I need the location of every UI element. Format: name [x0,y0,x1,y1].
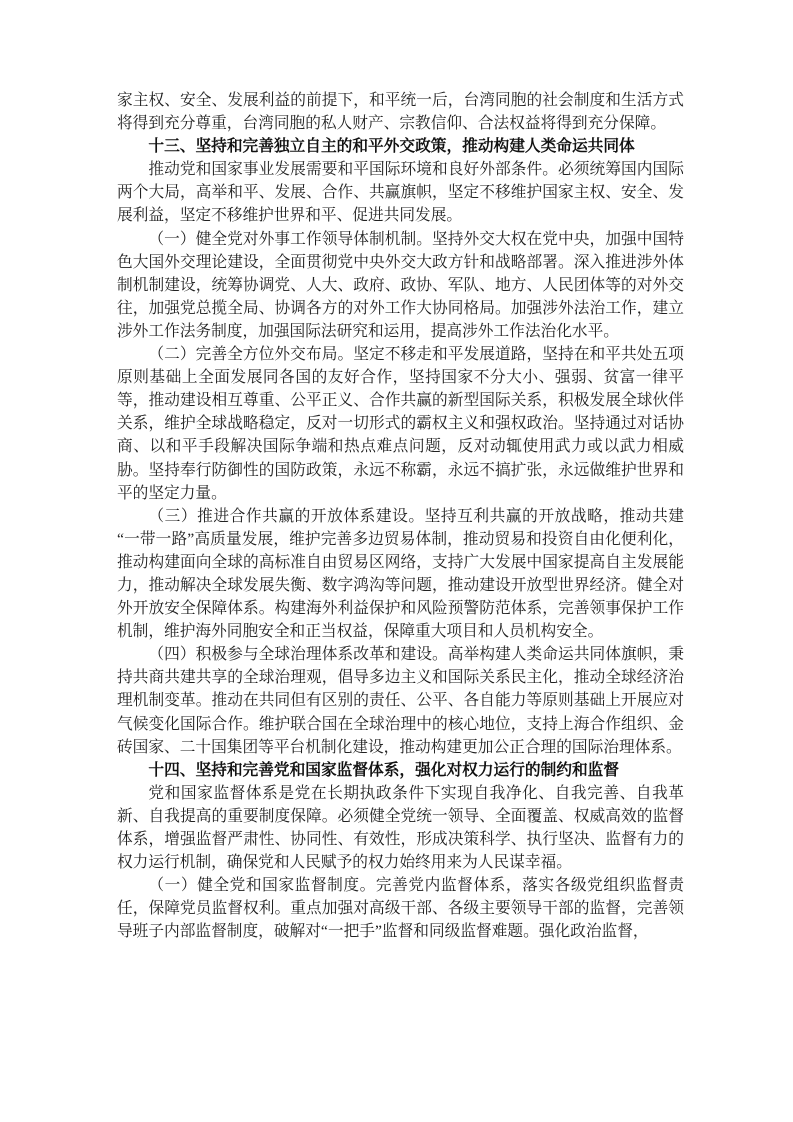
section-heading: 十四、坚持和完善党和国家监督体系，强化对权力运行的制约和监督 [148,761,620,779]
section-heading: 十三、坚持和完善独立自主的和平外交政策，推动构建人类命运共同体 [148,138,635,156]
paragraph: （一）健全党和国家监督制度。完善党内监督体系，落实各级党组织监督责任，保障党员监督权利。重点加强对高级干部、各级主要领导干部的监督，完善领导班子内部监督制度，破解对“一把手”监督和同级监督难题。强化政治监督， [117,877,684,941]
paragraph: （二）完善全方位外交布局。坚定不移走和平发展道路，坚持在和平共处五项原则基础上全面发展同各国的友好合作，坚持国家不分大小、强弱、贫富一律平等，推动建设相互尊重、公平正义、合作共赢的新型国际关系，积极发展全球伙伴关系，维护全球战略稳定，反对一切形式的霸权主义和强权政治。坚持通过对话协商、以和平手段解决国际争端和热点难点问题，反对动辄使用武力或以武力相威胁。坚持奉行防御性的国防政策，永远不称霸，永远不搞扩张，永远做维护世界和平的坚定力量。 [117,346,684,502]
paragraph: 家主权、安全、发展利益的前提下，和平统一后，台湾同胞的社会制度和生活方式将得到充分尊重，台湾同胞的私人财产、宗教信仰、合法权益将得到充分保障。 [117,92,684,133]
document-text-block [117,89,684,943]
paragraph: （一）健全党对外事工作领导体制机制。坚持外交大权在党中央，加强中国特色大国外交理论建设，全面贯彻党中央外交大政方针和战略部署。深入推进涉外体制机制建设，统筹协调党、人大、政府、政协、军队、地方、人民团体等的对外交往，加强党总揽全局、协调各方的对外工作大协同格局。加强涉外法治工作，建立涉外工作法务制度，加强国际法研究和运用，提高涉外工作法治化水平。 [117,230,684,340]
paragraph: 推动党和国家事业发展需要和平国际环境和良好外部条件。必须统筹国内国际两个大局，高举和平、发展、合作、共赢旗帜，坚定不移维护国家主权、安全、发展利益，坚定不移维护世界和平、促进共同发展。 [117,161,684,225]
paragraph: 党和国家监督体系是党在长期执政条件下实现自我净化、自我完善、自我革新、自我提高的重要制度保障。必须健全党统一领导、全面覆盖、权威高效的监督体系，增强监督严肃性、协同性、有效性，形成决策科学、执行坚决、监督有力的权力运行机制，确保党和人民赋予的权力始终用来为人民谋幸福。 [117,784,684,872]
paragraph: （四）积极参与全球治理体系改革和建设。高举构建人类命运共同体旗帜，秉持共商共建共享的全球治理观，倡导多边主义和国际关系民主化，推动全球经济治理机制变革。推动在共同但有区别的责任、公平、各自能力等原则基础上开展应对气候变化国际合作。维护联合国在全球治理中的核心地位，支持上海合作组织、金砖国家、二十国集团等平台机制化建设，推动构建更加公正合理的国际治理体系。 [117,646,684,756]
paragraph: （三）推进合作共赢的开放体系建设。坚持互利共赢的开放战略，推动共建“一带一路”高质量发展，维护完善多边贸易体制，推动贸易和投资自由化便利化，推动构建面向全球的高标准自由贸易区网络，支持广大发展中国家提高自主发展能力，推动解决全球发展失衡、数字鸿沟等问题，推动建设开放型世界经济。健全对外开放安全保障体系。构建海外利益保护和风险预警防范体系，完善领事保护工作机制，维护海外同胞安全和正当权益，保障重大项目和人员机构安全。 [117,507,684,641]
